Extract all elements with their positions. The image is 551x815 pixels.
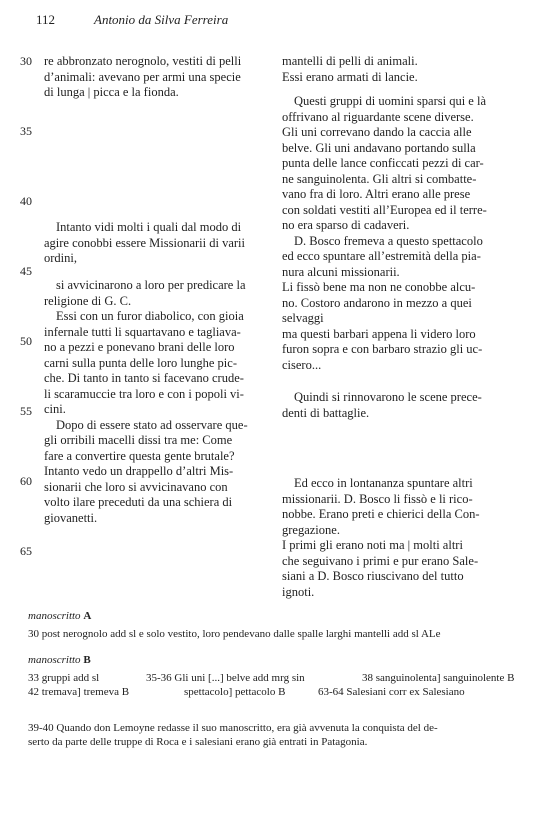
right-text-block (282, 390, 482, 421)
text-line: ed ecco spuntare all’estremità della pia- (282, 249, 481, 263)
right-text-block (282, 94, 487, 373)
line-number: 35 (20, 124, 32, 138)
text-line: giovanetti. (44, 510, 98, 525)
text-line: denti di battaglie. (282, 405, 370, 420)
text-line: Dopo di essere stato ad osservare que- (56, 417, 248, 432)
text-line: li scaramuccie tra loro e con i popoli vi- (44, 386, 244, 401)
right-text-block (282, 476, 480, 600)
right-text-block (282, 54, 418, 85)
text-line: gli orribili macelli dissi tra me: Come (44, 433, 233, 447)
left-text-block (44, 220, 245, 267)
text-line: nura alcuni missionarii. (282, 264, 400, 279)
apparatus-b-heading (28, 654, 91, 666)
text-line: D. Bosco fremeva a questo spettacolo (294, 233, 483, 248)
text-line: ignoti. (282, 584, 315, 599)
text-line: gregazione. (282, 522, 340, 537)
footnote-line: 39-40 Quando don Lemoyne redasse il suo manoscritto, era già avvenuta la conquista del de- (28, 722, 438, 734)
apparatus-letter: A (83, 610, 92, 622)
text-line: con soldati vestiti all’Europea ed il terre- (282, 202, 487, 217)
page-number: 112 (36, 12, 56, 27)
text-line: offrivano al riguardante scene diverse. (282, 109, 474, 124)
line-number: 60 (20, 474, 32, 488)
apparatus-b-entry: 35-36 Gli uni [...] belve add mrg sin (146, 672, 305, 684)
footnote-line: serto da parte delle truppe di Roca e i salesiani erano già entrati in Patagonia. (28, 735, 368, 748)
text-line: volto ilare preceduti da una schiera di (44, 495, 233, 509)
running-author: Antonio da Silva Ferreira (94, 12, 229, 27)
text-line: no. Costoro andarono in mezzo a quei (282, 295, 472, 310)
text-line: ma questi barbari appena li videro loro (282, 326, 476, 341)
line-number: 40 (20, 194, 32, 208)
text-line: furon sopra e con barbaro strazio gli uc- (282, 342, 483, 356)
text-line: che seguivano i primi e pur erano Sale- (282, 553, 479, 568)
text-line: Quindi si rinnovarono le scene prece- (294, 390, 482, 404)
text-line: missionarii. D. Bosco li fissò e li rico- (282, 491, 473, 506)
text-line: I primi gli erano noti ma | molti altri (282, 538, 463, 552)
line-number: 65 (20, 544, 32, 558)
text-line: Intanto vedo un drappello d’altri Mis- (44, 464, 234, 478)
text-line: Essi erano armati di lancie. (282, 69, 418, 84)
line-number: 30 (20, 54, 32, 68)
text-line: vano fra di loro. Altri erano alle prese (282, 187, 471, 201)
text-line: Li fissò bene ma non ne conobbe alcu- (282, 280, 476, 294)
left-text-block (44, 278, 248, 526)
text-line: Ed ecco in lontananza spuntare altri (294, 476, 473, 490)
text-line: si avvicinarono a loro per predicare la (56, 278, 246, 292)
text-line: Gli uni correvano dando la caccia alle (282, 125, 472, 139)
apparatus-label: manoscritto (28, 610, 81, 622)
left-text-block (44, 54, 241, 101)
apparatus-b-entry: 38 sanguinolenta] sanguinolente B (362, 672, 515, 684)
line-number: 45 (20, 264, 32, 278)
line-number: 50 (20, 334, 32, 348)
text-line: belve. Gli uni andavano portando sulla (282, 140, 476, 155)
text-line: no a pezzi e ponevano brani delle loro (44, 340, 235, 354)
text-line: carni sulla punta delle loro lunghe pic- (44, 355, 237, 370)
text-line: agire conobbi essere Missionarii di varii (44, 235, 245, 250)
text-line: di lunga | picca e la fionda. (44, 85, 179, 99)
apparatus-letter: B (83, 654, 91, 666)
text-line: religione di G. C. (44, 293, 132, 308)
apparatus-b-entry: 63-64 Salesiani corr ex Salesiano (318, 686, 465, 698)
apparatus-a-heading (28, 610, 91, 622)
text-line: punta delle lance conficcati pezzi di car- (282, 156, 484, 170)
text-line: ne sanguinolenta. Gli altri si combatte- (282, 171, 477, 186)
text-line: ordini, (44, 251, 77, 265)
text-line: mantelli di pelli di animali. (282, 54, 418, 68)
apparatus-b-entry: spettacolo] pettacolo B (184, 686, 286, 698)
apparatus-a-entry: 30 post nerognolo add sl e solo vestito, loro pendevano dalle spalle larghi mantelli add sl ALe (28, 628, 441, 640)
apparatus-b-entry: 33 gruppi add sl (28, 672, 100, 684)
text-line: selvaggi (282, 311, 324, 325)
apparatus-b-entry: 42 tremava] tremeva B (28, 686, 130, 698)
text-line: Essi con un furor diabolico, con gioia (56, 309, 244, 323)
text-line: siani a D. Bosco riuscivano del tutto (282, 569, 464, 583)
text-line: fare a convertire questa gente brutale? (44, 448, 235, 463)
text-line: sionarii che loro si avvicinavano con (44, 479, 228, 494)
text-line: cisero... (282, 357, 322, 372)
text-line: nobbe. Erano preti e chierici della Con- (282, 507, 480, 521)
text-line: infernale tutti li squartavano e tagliava- (44, 324, 241, 339)
text-line: d’animali: avevano per armi una specie (44, 69, 241, 84)
line-number: 55 (20, 404, 32, 418)
text-line: no era sparso di cadaveri. (282, 218, 410, 232)
text-line: Intanto vidi molti i quali dal modo di (56, 220, 242, 234)
text-line: che. Di tanto in tanto si facevano crude- (44, 371, 244, 385)
apparatus-label: manoscritto (28, 654, 81, 666)
text-line: re abbronzato nerognolo, vestiti di pelli (44, 54, 242, 68)
text-line: Questi gruppi di uomini sparsi qui e là (294, 94, 486, 108)
footnote (28, 722, 438, 749)
text-line: cini. (44, 402, 66, 416)
